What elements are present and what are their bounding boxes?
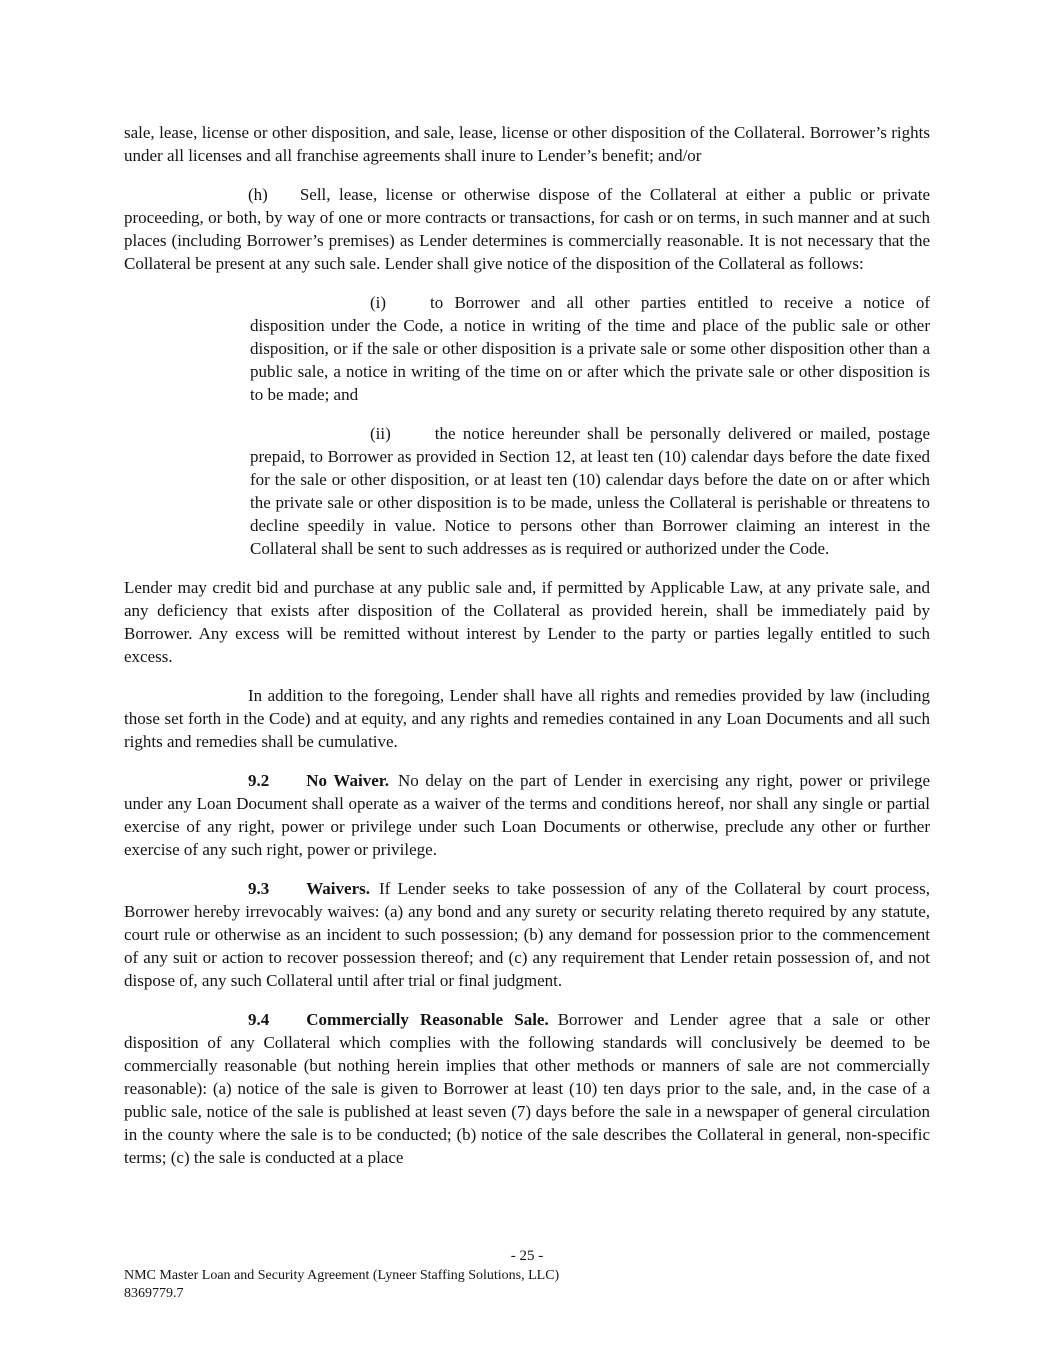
clause-label: (h): [248, 185, 268, 204]
section-9-3: [124, 877, 930, 992]
paragraph-clause-h: [124, 183, 930, 275]
paragraph-credit-bid: [124, 576, 930, 668]
document-body: [124, 121, 930, 1185]
paragraph-text: sale, lease, license or other disposition, and sale, lease, license or other disposition of the Collateral. Borrower’s rights under all licenses and all franchise agreements shall inure to Lender’s benefit; and/or: [124, 123, 930, 165]
footer-document-id: 8369779.7: [124, 1286, 184, 1301]
page-number: - 25 -: [510, 1248, 544, 1264]
paragraph-in-addition: [124, 684, 930, 753]
section-heading: Commercially Reasonable Sale.: [306, 1010, 549, 1029]
paragraph-subclause-ii: [250, 422, 930, 560]
paragraph-text: Sell, lease, license or otherwise dispose of the Collateral at either a public or private proceeding, or both, by way of one or more contracts or transactions, for cash or on terms, in such manner and at such places (including Borrower’s premises) as Lender determines is commercially reasonable. It is not necessary that the Collateral be present at any such sale. Lender shall give notice of the disposition of the Collateral as follows:: [124, 185, 930, 273]
page-footer: [124, 1247, 930, 1303]
section-number: 9.3: [248, 879, 270, 898]
paragraph-text: Lender may credit bid and purchase at any public sale and, if permitted by Applicable Law, at any private sale, and any deficiency that exists after disposition of the Collateral as provided herein, shall be immediately paid by Borrower. Any excess will be remitted without interest by Lender to the party or parties legally entitled to such excess.: [124, 578, 930, 666]
paragraph-text: to Borrower and all other parties entitled to receive a notice of disposition under the Code, a notice in writing of the time and place of the public sale or other disposition, or if the sale or other disposition is a private sale or some other disposition other than a public sale, a notice in writing of the time on or after which the private sale or other disposition is to be made; and: [250, 293, 930, 404]
section-number: 9.2: [248, 771, 270, 790]
clause-label: (ii): [370, 424, 391, 443]
paragraph-text: In addition to the foregoing, Lender shall have all rights and remedies provided by law (including those set forth in the Code) and at equity, and any rights and remedies contained in any Loan Documents and all such rights and remedies shall be cumulative.: [124, 686, 930, 751]
section-heading: No Waiver.: [306, 771, 389, 790]
paragraph-text: the notice hereunder shall be personally delivered or mailed, postage prepaid, to Borrower as provided in Section 12, at least ten (10) calendar days before the date fixed for the sale or other disposition, or at least ten (10) calendar days before the date on or after which the private sale or other disposition is to be made, unless the Collateral is perishable or threatens to decline speedily in value. Notice to persons other than Borrower claiming an interest in the Collateral shall be sent to such addresses as is required or authorized under the Code.: [250, 424, 930, 558]
paragraph-text: If Lender seeks to take possession of any of the Collateral by court process, Borrower hereby irrevocably waives: (a) any bond and any surety or security relating thereto required by any statute, court rule or otherwise as an incident to such possession; (b) any demand for possession prior to the commencement of any suit or action to recover possession thereof; and (c) any requirement that Lender retain possession of, and not dispose of, any such Collateral until after trial or final judgment.: [124, 879, 930, 990]
section-9-2: [124, 769, 930, 861]
paragraph-subclause-i: [250, 291, 930, 406]
clause-label: (i): [370, 293, 387, 312]
footer-document-title: NMC Master Loan and Security Agreement (Lyneer Staffing Solutions, LLC): [124, 1268, 560, 1283]
paragraph-text: Borrower and Lender agree that a sale or other disposition of any Collateral which complies with the following standards will conclusively be deemed to be commercially reasonable (but nothing herein implies that other methods or manners of sale are not commercially reasonable): (a) notice of the sale is given to Borrower at least (10) ten days prior to the sale, and, in the case of a public sale, notice of the sale is published at least seven (7) days before the sale in a newspaper of general circulation in the county where the sale is to be conducted; (b) notice of the sale describes the Collateral in general, non-specific terms; (c) the sale is conducted at a place: [124, 1010, 930, 1167]
paragraph-continuation: [124, 121, 930, 167]
section-number: 9.4: [248, 1010, 270, 1029]
section-9-4: [124, 1008, 930, 1169]
section-heading: Waivers.: [306, 879, 370, 898]
paragraph-text: No delay on the part of Lender in exercising any right, power or privilege under any Loan Document shall operate as a waiver of the terms and conditions hereof, nor shall any single or partial exercise of any right, power or privilege under such Loan Documents or otherwise, preclude any other or further exercise of any such right, power or privilege.: [124, 771, 930, 859]
